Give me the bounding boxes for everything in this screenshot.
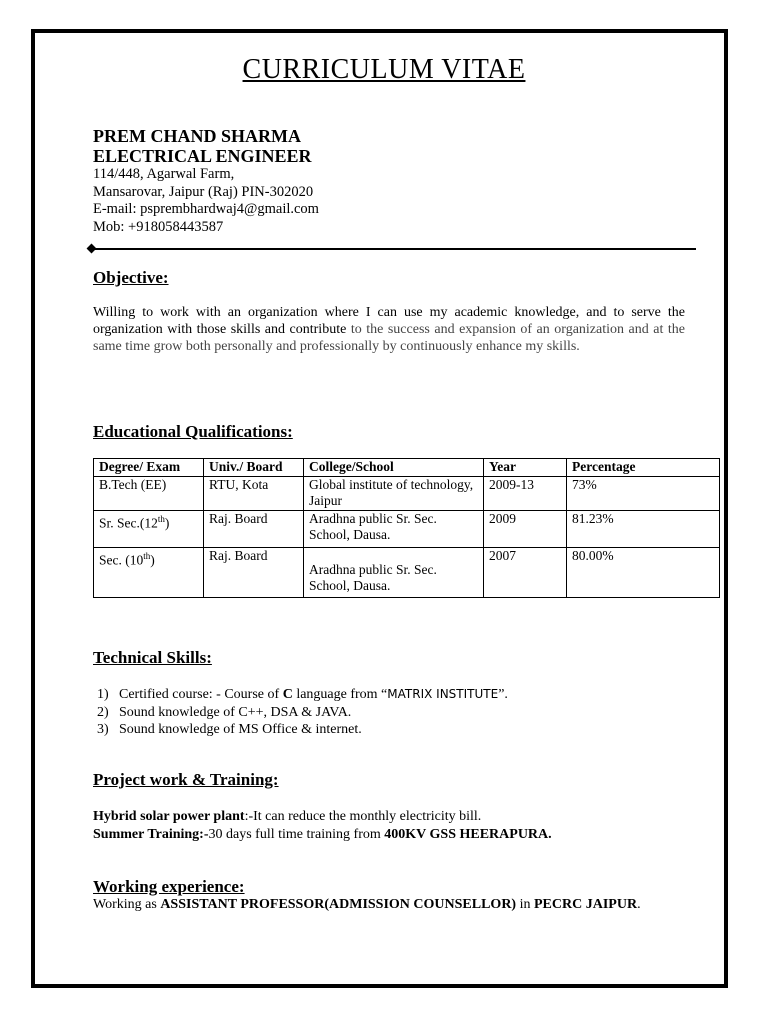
objective-heading: Objective: xyxy=(93,268,169,287)
list-item: 2) Sound knowledge of C++, DSA & JAVA. xyxy=(97,704,352,720)
percentage-cell: 73% xyxy=(567,476,720,510)
education-table xyxy=(93,458,720,598)
project-line: Hybrid solar power plant:-It can reduce the monthly electricity bill. xyxy=(93,809,482,824)
year-cell: 2007 xyxy=(484,547,567,597)
training-line: Summer Training:-30 days full time training from 400KV GSS HEERAPURA. xyxy=(93,826,552,842)
table-row xyxy=(94,510,720,547)
percentage-cell: 81.23% xyxy=(567,510,720,547)
skills-heading: Technical Skills: xyxy=(93,648,212,667)
mobile-line: Mob: +918058443587 xyxy=(93,218,224,235)
column-header: College/School xyxy=(304,459,484,477)
education-heading: Educational Qualifications: xyxy=(93,422,293,441)
address-line-2: Mansarovar, Jaipur (Raj) PIN-302020 xyxy=(93,183,314,200)
table-row xyxy=(94,547,720,597)
document-title: CURRICULUM VITAE xyxy=(242,54,526,85)
column-header: Year xyxy=(484,459,567,477)
degree-cell: B.Tech (EE) xyxy=(94,476,204,510)
list-item: 1) Certified course: - Course of C language from “MATRIX INSTITUTE”. xyxy=(97,687,508,702)
candidate-name: PREM CHAND SHARMA xyxy=(93,126,301,146)
table-header-row xyxy=(94,459,720,477)
column-header: Percentage xyxy=(567,459,720,477)
work-heading: Working experience: xyxy=(93,877,245,896)
objective-text xyxy=(93,304,685,355)
address-line-1: 114/448, Agarwal Farm, xyxy=(93,166,235,182)
board-cell: Raj. Board xyxy=(204,547,304,597)
candidate-role: ELECTRICAL ENGINEER xyxy=(93,146,312,166)
column-header: Univ./ Board xyxy=(204,459,304,477)
column-header: Degree/ Exam xyxy=(94,459,204,477)
degree-cell: Sr. Sec.(12th) xyxy=(94,510,204,547)
objective-text-part2: to the success and expansion of an organization and at the same time grow both personally and professionally by continuously enhance my skills. xyxy=(93,322,685,354)
email-line: E-mail: psprembhardwaj4@gmail.com xyxy=(93,201,319,217)
degree-cell: Sec. (10th) xyxy=(94,547,204,597)
percentage-cell: 80.00% xyxy=(567,547,720,597)
year-cell: 2009-13 xyxy=(484,476,567,510)
college-cell: Aradhna public Sr. Sec. School, Dausa. xyxy=(304,510,484,547)
board-cell: Raj. Board xyxy=(204,510,304,547)
work-text: Working as ASSISTANT PROFESSOR(ADMISSION COUNSELLOR) in PECRC JAIPUR. xyxy=(93,897,641,912)
college-cell: Aradhna public Sr. Sec. School, Dausa. xyxy=(304,547,484,597)
list-item: 3) Sound knowledge of MS Office & internet. xyxy=(97,722,362,737)
project-heading: Project work & Training: xyxy=(93,770,279,789)
year-cell: 2009 xyxy=(484,510,567,547)
objective-text-part1: Willing to work with an organization where I can use my academic knowledge, and to serve the organization with those skills and contribute xyxy=(93,305,685,337)
header-divider xyxy=(94,248,696,250)
board-cell: RTU, Kota xyxy=(204,476,304,510)
table-row xyxy=(94,476,720,510)
college-cell: Global institute of technology, Jaipur xyxy=(304,476,484,510)
